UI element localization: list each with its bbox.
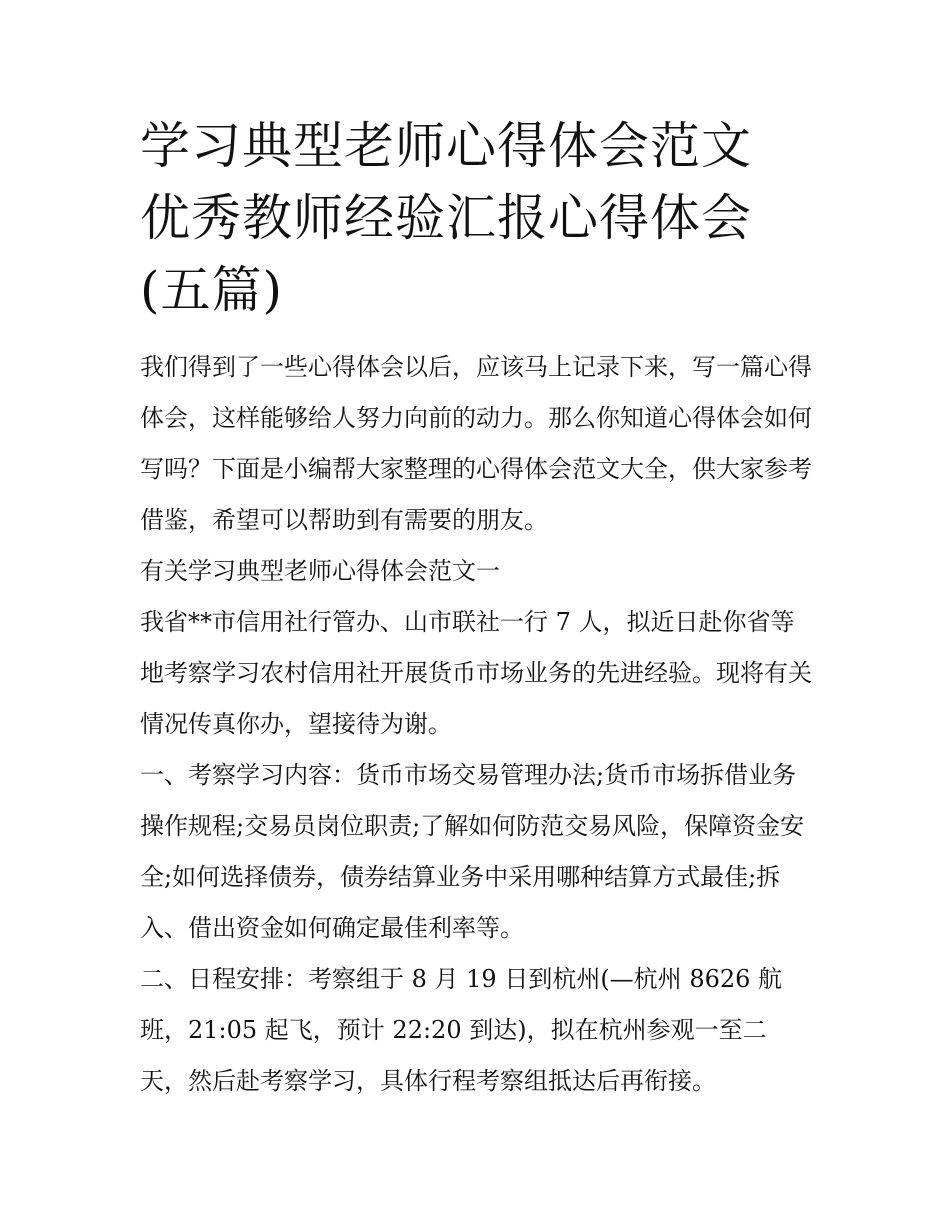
body-paragraph: 一、考察学习内容：货币市场交易管理办法;货币市场拆借业务操作规程;交易员岗位职责;了解如何防范交易风险，保障资金安全;如何选择债券，债券结算业务中采用哪种结算方式最佳;拆入、借出资金如何确定最佳利率等。 [140, 761, 805, 942]
section-heading: 有关学习典型老师心得体会范文一 [140, 557, 500, 585]
document-title: 学习典型老师心得体会范文 优秀教师经验汇报心得体会(五篇) [140, 117, 752, 319]
intro-paragraph: 我们得到了一些心得体会以后，应该马上记录下来，写一篇心得体会，这样能够给人努力向前的动力。那么你知道心得体会如何写吗？下面是小编帮大家整理的心得体会范文大全，供大家参考借鉴，希望可以帮助到有需要的朋友。 [140, 353, 812, 534]
body-paragraph: 我省**市信用社行管办、山市联社一行 7 人，拟近日赴你省等地考察学习农村信用社开展货币市场业务的先进经验。现将有关情况传真你办，望接待为谢。 [140, 608, 812, 738]
body-paragraph: 二、日程安排：考察组于 8 月 19 日到杭州(—杭州 8626 航班，21:05 起飞，预计 22:20 到达)，拟在杭州参观一至二天，然后赴考察学习，具体行程考察组抵达后再衔接。 [140, 965, 783, 1095]
